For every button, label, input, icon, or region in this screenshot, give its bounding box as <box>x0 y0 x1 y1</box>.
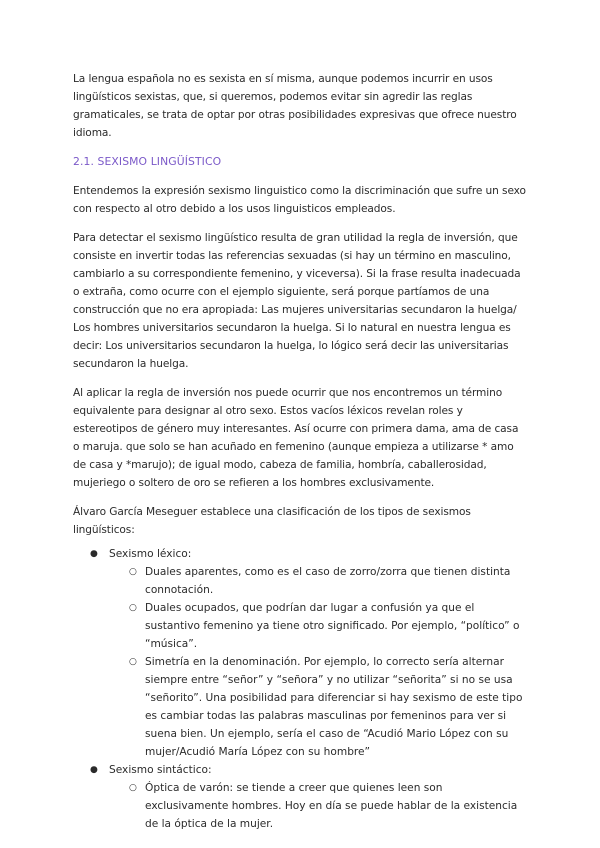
section-heading: 2.1. SEXISMO LINGÜÍSTICO <box>73 155 222 168</box>
intro-paragraph: La lengua española no es sexista en sí misma, aunque podemos incurrir en usos lingüísticos sexistas, que, si queremos, podemos evitar sin agredir las reglas gramaticales, se trata de optar por otras posibilidades expresivas que ofrece nuestro idioma. <box>73 73 517 139</box>
classification-paragraph: Álvaro García Meseguer establece una clasificación de los tipos de sexismos lingüísticos: <box>73 506 471 536</box>
sublist-item <box>109 653 528 761</box>
list-item-label: Sexismo léxico: <box>109 548 192 560</box>
sublist-item <box>109 779 528 833</box>
list-item-label: Sexismo sintáctico: <box>109 764 212 776</box>
hollow-bullet-icon: ○ <box>129 657 137 667</box>
sublist-item-text: Duales ocupados, que podrían dar lugar a confusión ya que el sustantivo femenino ya tiene otro significado. Por ejemplo, “político” o “música”. <box>145 602 520 650</box>
document-page <box>73 70 528 833</box>
inversion-rule-paragraph: Para detectar el sexismo lingüístico resulta de gran utilidad la regla de inversión, que consiste en invertir todas las referencias sexuadas (si hay un término en masculino, cambiarlo a su correspondiente femenino, y viceversa). Si la frase resulta inadecuada o extraña, como ocurre con el ejemplo siguiente, será porque partíamos de una construcción que no era apropiada: Las mujeres universitarias secundaron la huelga/ Los hombres universitarios secundaron la huelga. Si lo natural en nuestra lengua es decir: Los universitarios secundaron la huelga, lo lógico será decir las universitarias secundaron la huelga. <box>73 232 521 370</box>
definition-paragraph: Entendemos la expresión sexismo linguistico como la discriminación que sufre un sexo con respecto al otro debido a los usos linguisticos empleados. <box>73 185 526 215</box>
lexical-sublist <box>109 563 528 761</box>
hollow-bullet-icon: ○ <box>129 603 137 613</box>
filled-bullet-icon: ● <box>90 549 98 559</box>
hollow-bullet-icon: ○ <box>129 567 137 577</box>
filled-bullet-icon: ● <box>90 765 98 775</box>
syntactic-sublist <box>109 779 528 833</box>
list-item-lexical <box>73 545 528 761</box>
sexism-types-list <box>73 545 528 833</box>
list-item-syntactic <box>73 761 528 833</box>
hollow-bullet-icon: ○ <box>129 783 137 793</box>
lexical-voids-paragraph: Al aplicar la regla de inversión nos puede ocurrir que nos encontremos un término equivalente para designar al otro sexo. Estos vacíos léxicos revelan roles y estereotipos de género muy interesantes. Así ocurre con primera dama, ama de casa o maruja. que solo se han acuñado en femenino (aunque empieza a utilizarse * amo de casa y *marujo); de igual modo, cabeza de familia, hombría, caballerosidad, mujeriego o soltero de oro se refieren a los hombres exclusivamente. <box>73 387 519 489</box>
sublist-item-text: Duales aparentes, como es el caso de zorro/zorra que tienen distinta connotación. <box>145 566 511 596</box>
sublist-item <box>109 563 528 599</box>
sublist-item <box>109 599 528 653</box>
sublist-item-text: Simetría en la denominación. Por ejemplo, lo correcto sería alternar siempre entre “señor” y “señora” y no utilizar “señorita” si no se usa “señorito”. Una posibilidad para diferenciar si hay sexismo de este tipo es cambiar todas las palabras masculinas por femeninos para ver si suena bien. Un ejemplo, sería el caso de “Acudió Mario López con su mujer/Acudió María López con su hombre” <box>145 656 523 758</box>
sublist-item-text: Óptica de varón: se tiende a creer que quienes leen son exclusivamente hombres. Hoy en día se puede hablar de la existencia de la óptica de la mujer. <box>145 782 518 830</box>
